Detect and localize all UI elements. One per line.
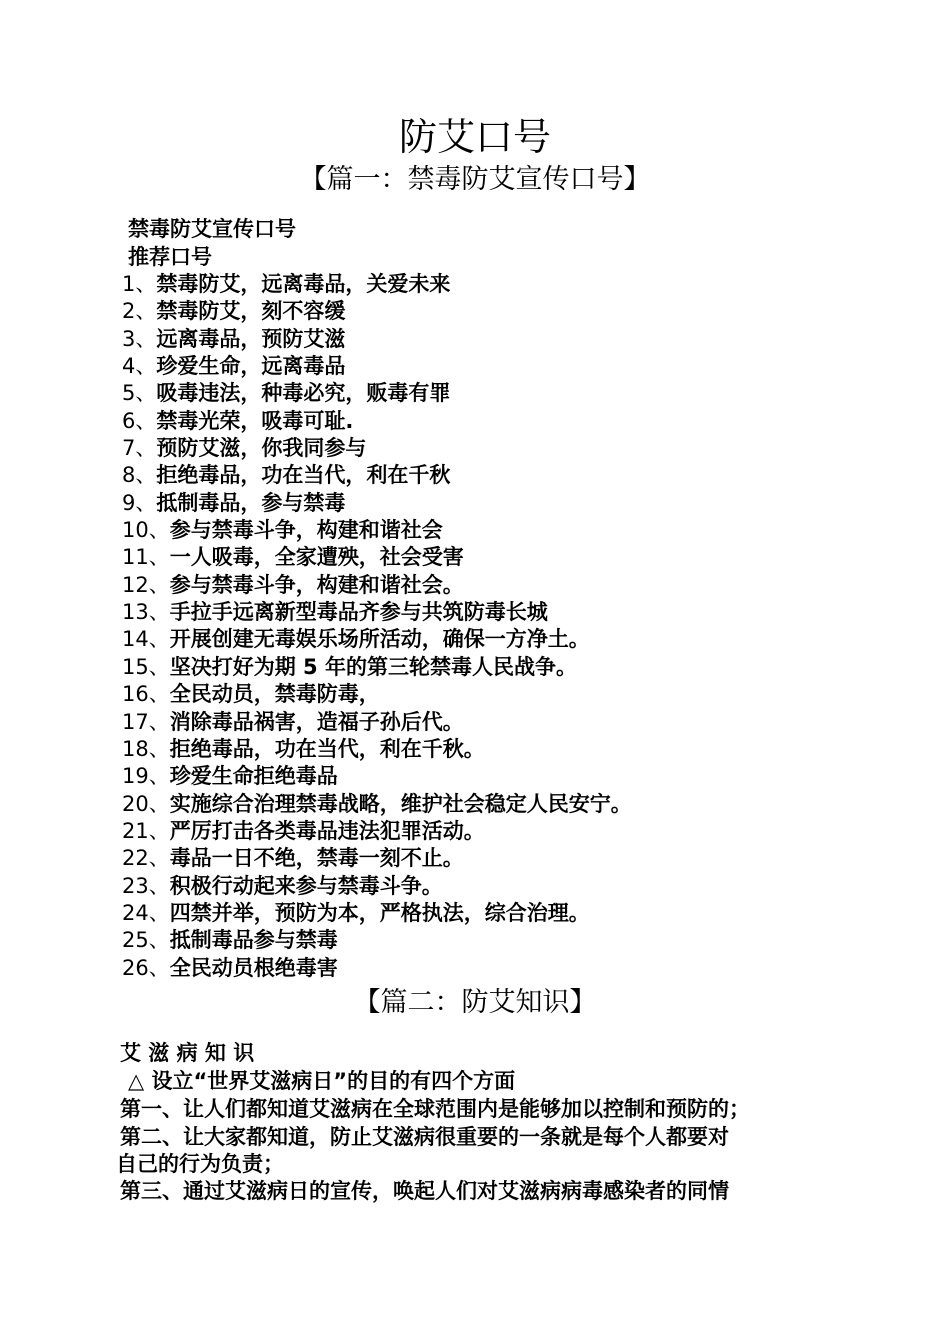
list-item [122, 873, 632, 900]
list-item-number: 24、 [122, 900, 170, 925]
list-item-text: 拒绝毒品，功在当代，利在千秋 [156, 463, 451, 488]
list-item-text: 预防艾滋，你我同参与 [156, 436, 367, 461]
list-item [122, 900, 632, 927]
list-item [122, 955, 632, 982]
list-item-text: 珍爱生命，远离毒品 [156, 354, 346, 379]
list-item [122, 408, 632, 435]
list-item-text: 抵制毒品参与禁毒 [169, 928, 338, 953]
list-item-text: 珍爱生命拒绝毒品 [169, 764, 338, 789]
list-item [122, 599, 632, 626]
list-item-text: 一人吸毒，全家遭殃，社会受害 [169, 545, 464, 570]
list-item-text: 全民动员根绝毒害 [169, 955, 338, 980]
list-item-number: 3、 [122, 326, 157, 351]
list-item-number: 15、 [122, 654, 170, 679]
list-item-number: 8、 [122, 463, 157, 488]
list-item-text: 禁毒防艾，远离毒品，关爱未来 [156, 272, 451, 296]
list-item-number: 16、 [122, 682, 170, 707]
recommended-label: 推荐口号 [128, 245, 212, 269]
list-item-text: 积极行动起来参与禁毒斗争。 [169, 873, 443, 898]
list-item-number: 4、 [122, 354, 157, 379]
list-item-number: 22、 [122, 846, 170, 871]
list-item-text: 参与禁毒斗争，构建和谐社会 [169, 518, 443, 543]
list-item [122, 462, 632, 489]
paragraph-first: 第一、让人们都知道艾滋病在全球范围内是能够加以控制和预防的； [120, 1097, 750, 1121]
section-subtitle: 禁毒防艾宣传口号 [128, 217, 296, 241]
list-item-number: 7、 [122, 436, 157, 461]
list-item [122, 298, 632, 325]
list-item [122, 517, 632, 544]
list-item-text: 参与禁毒斗争，构建和谐社会。 [169, 572, 464, 597]
list-item-text: 实施综合治理禁毒战略，维护社会稳定人民安宁。 [169, 791, 632, 816]
list-item [122, 763, 632, 790]
list-item-text: 四禁并举，预防为本，严格执法，综合治理。 [169, 900, 590, 925]
list-item-number: 5、 [122, 381, 157, 406]
paragraph-second-line2: 自己的行为负责； [116, 1152, 284, 1176]
purpose-heading: △ 设立“世界艾滋病日”的目的有四个方面 [128, 1069, 516, 1093]
section-heading-1: 【篇一：禁毒防艾宣传口号】 [299, 164, 651, 195]
list-item [122, 490, 632, 517]
list-item-text: 拒绝毒品，功在当代，利在千秋。 [169, 736, 485, 761]
list-item-number: 23、 [122, 873, 170, 898]
list-item-number: 9、 [122, 490, 157, 515]
section-heading-2: 【篇二：防艾知识】 [353, 987, 597, 1018]
list-item-number: 14、 [122, 627, 170, 652]
list-item [122, 626, 632, 653]
list-item [122, 271, 632, 298]
list-item-text: 毒品一日不绝，禁毒一刻不止。 [169, 846, 464, 871]
document-title: 防艾口号 [398, 115, 551, 159]
list-item [122, 791, 632, 818]
list-item-number: 20、 [122, 791, 170, 816]
list-item [122, 544, 632, 571]
list-item [122, 927, 632, 954]
list-item-number: 18、 [122, 736, 170, 761]
list-item [122, 380, 632, 407]
list-item [122, 818, 632, 845]
list-item [122, 326, 632, 353]
paragraph-second-line1: 第二、让大家都知道，防止艾滋病很重要的一条就是每个人都要对 [120, 1125, 729, 1149]
list-item-number: 10、 [122, 518, 170, 543]
list-item-number: 21、 [122, 818, 170, 843]
list-item-text: 抵制毒品，参与禁毒 [156, 490, 346, 515]
list-item-text: 消除毒品祸害，造福子孙后代。 [169, 709, 464, 734]
list-item-text: 开展创建无毒娱乐场所活动，确保一方净土。 [169, 627, 590, 652]
list-item-number: 19、 [122, 764, 170, 789]
list-item-number: 26、 [122, 955, 170, 980]
list-item [122, 845, 632, 872]
list-item [122, 654, 632, 681]
list-item-number: 2、 [122, 299, 157, 324]
section-subtitle-2: 艾 滋 病 知 识 [120, 1041, 255, 1065]
paragraph-third: 第三、通过艾滋病日的宣传，唤起人们对艾滋病病毒感染者的同情 [120, 1179, 729, 1203]
list-item-text: 严厉打击各类毒品违法犯罪活动。 [169, 818, 485, 843]
list-item-text: 手拉手远离新型毒品齐参与共筑防毒长城 [169, 600, 548, 625]
list-item-number: 25、 [122, 928, 170, 953]
list-item-text: 禁毒防艾，刻不容缓 [156, 299, 346, 324]
list-item-number: 1、 [122, 272, 157, 296]
list-item-text: 坚决打好为期 5 年的第三轮禁毒人民战争。 [169, 654, 577, 679]
list-item-text: 远离毒品，预防艾滋 [156, 326, 346, 351]
list-item [122, 709, 632, 736]
list-item [122, 736, 632, 763]
list-item-text: 禁毒光荣，吸毒可耻. [156, 408, 354, 433]
slogan-list [122, 271, 632, 982]
list-item-text: 全民动员，禁毒防毒， [169, 682, 380, 707]
list-item-number: 12、 [122, 572, 170, 597]
list-item [122, 681, 632, 708]
list-item-number: 17、 [122, 709, 170, 734]
list-item [122, 572, 632, 599]
list-item-text: 吸毒违法，种毒必究，贩毒有罪 [156, 381, 451, 406]
list-item-number: 11、 [122, 545, 170, 570]
list-item [122, 435, 632, 462]
list-item [122, 353, 632, 380]
list-item-number: 6、 [122, 408, 157, 433]
list-item-number: 13、 [122, 600, 170, 625]
